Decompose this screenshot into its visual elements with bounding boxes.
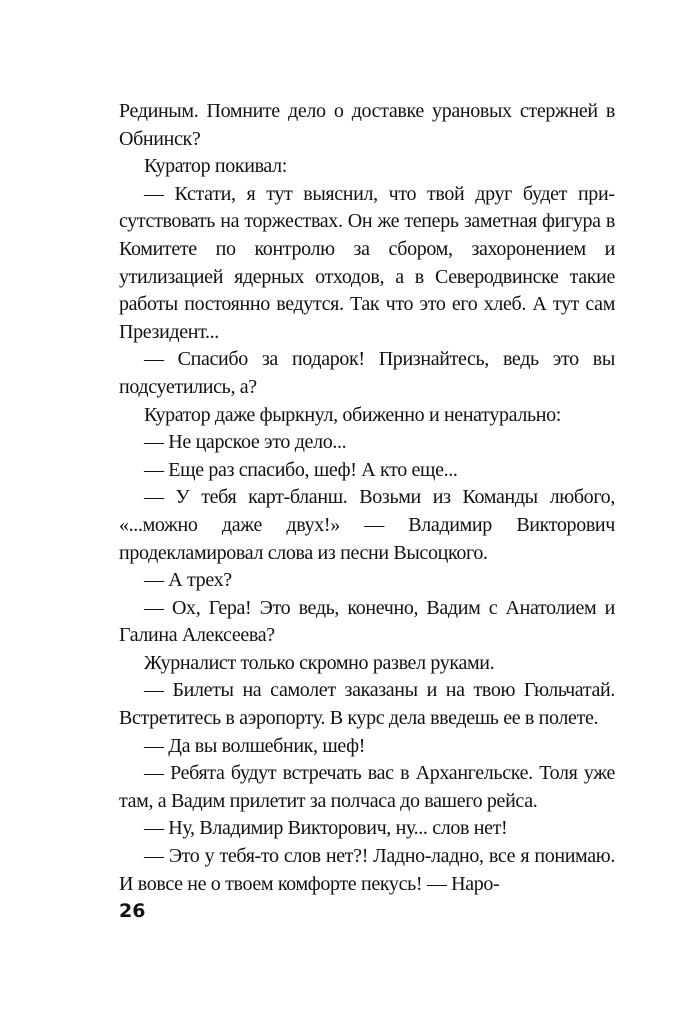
- paragraph: — Кстати, я тут выяснил, что твой друг будет присутствовать на торжествах. Он же теперь заметная фигура в Комитете по контролю за сбором, захоронением и утилизацией ядерных отходов, а в Северодвинске такие работы постоянно ведутся. Так что это его хлеб. А тут сам Президент...: [119, 182, 615, 343]
- paragraph: Куратор даже фыркнул, обиженно и ненатурально:: [144, 403, 561, 426]
- paragraph: Рединым. Помните дело о доставке урановых стержней в Обнинск?: [119, 100, 615, 150]
- paragraph: — А трех?: [144, 569, 232, 592]
- paragraph: — Спасибо за подарок! Признайтесь, ведь это вы подсуетились, а?: [119, 348, 615, 398]
- paragraph: Куратор покивал:: [144, 155, 287, 178]
- paragraph: — Билеты на самолет заказаны и на твою Гюльчатай. Встретитесь в аэропорту. В курс дела введешь ее в полете.: [119, 679, 615, 730]
- paragraph: Журналист только скромно развел руками.: [144, 651, 495, 674]
- page-number: 26: [119, 900, 146, 922]
- body-text: [119, 98, 615, 898]
- paragraph: — Ну, Владимир Викторович, ну... слов нет!: [144, 817, 508, 840]
- paragraph: — Это у тебя-то слов нет?! Ладно-ладно, все я понимаю. И вовсе не о твоем комфорте пекусь! — Наро-: [119, 845, 615, 895]
- paragraph: — Не царское это дело...: [144, 431, 347, 454]
- paragraph: — Да вы волшебник, шеф!: [144, 734, 366, 757]
- paragraph: — Ох, Гера! Это ведь, конечно, Вадим с Анатолием и Галина Алексеева?: [119, 596, 615, 647]
- paragraph: — Ребята будут встречать вас в Архангельске. Толя уже там, а Вадим прилетит за полчаса до вашего рейса.: [119, 762, 615, 812]
- paragraph: — Еще раз спасибо, шеф! А кто еще...: [144, 458, 458, 481]
- paragraph: — У тебя карт-бланш. Возьми из Команды любого, «...можно даже двух!» — Владимир Викторович продекламировал слова из песни Высоцкого.: [119, 486, 615, 564]
